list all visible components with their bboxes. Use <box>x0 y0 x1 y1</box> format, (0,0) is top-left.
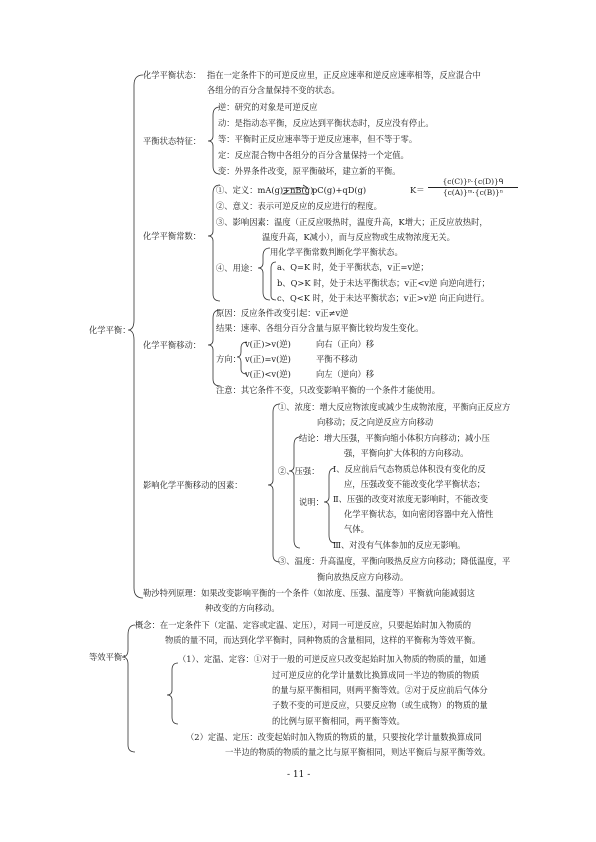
equivalent-concept-line2: 物质的量不同，而达到化学平衡时，同种物质的含量相同，这样的平衡称为等效平衡。 <box>165 635 481 645</box>
direction-result: 向左（逆向）移 <box>316 369 375 379</box>
case1-line: 的量与原平衡相同，则两平衡等效。②对于反应前后气体分 <box>272 685 488 695</box>
constant-factor-line2: 温度升高，K减小），而与反应物或生成物浓度无关。 <box>262 232 455 242</box>
explain-item: 气体。 <box>344 524 369 534</box>
direction-label: 方向： <box>216 354 241 364</box>
features-label: 平衡状态特征： <box>143 136 202 146</box>
constant-meaning: ②、意义：表示可逆反应的反应进行的程度。 <box>216 201 382 211</box>
case1-line: （1）、定温、定容：①对于一般的可逆反应只改变起始时加入物质的物质的量，如通 <box>178 654 487 664</box>
case2-line: （2）定温、定压：改变起始时加入物质的物质的量，只要按化学计量数换算成同 <box>186 732 482 742</box>
factors-label: 影响化学平衡移动的因素： <box>143 480 243 490</box>
feature-item: 变：外界条件改变，原平衡破坏，建立新的平衡。 <box>218 166 401 176</box>
conclusion-line2: 强，平衡向扩大体积的方向移动。 <box>344 448 469 458</box>
explain-item: 化学平衡状态，如向密闭容器中充入惰性 <box>344 509 494 519</box>
movement-label: 化学平衡移动： <box>143 340 202 350</box>
k-denominator: {c(A)}ᵐ·{c(B)}ⁿ <box>442 188 504 197</box>
feature-item: 逆：研究的对象是可逆反应 <box>218 102 318 112</box>
concentration-line2: 向移动；反之向逆反应方向移动 <box>317 417 434 427</box>
feature-item: 定：反应混合物中各组分的百分含量保持一个定值。 <box>218 150 409 160</box>
equilibrium-state-label: 化学平衡状态： <box>143 70 202 80</box>
case1-line: 的比例与原平衡相同，两平衡等效。 <box>272 716 405 726</box>
case1-line: 子数不变的可逆反应，只要反应物（或生成物）的物质的量 <box>272 700 488 710</box>
constant-use-item: a、Q=K 时，处于平衡状态，v正=v逆； <box>277 262 429 272</box>
explain-label: 说明： <box>299 497 324 507</box>
temperature-line2: 衡向放热反应方向移动。 <box>317 572 409 582</box>
direction-result: 平衡不移动 <box>316 354 358 364</box>
conclusion-line1: 结论：增大压强，平衡向缩小体积方向移动；减小压 <box>299 433 490 443</box>
case1-line: 过可逆反应的化学计量数比换算成同一半边的物质的物质 <box>272 670 480 680</box>
main-title: 化学平衡： <box>89 325 131 335</box>
movement-note: 注意：其它条件不变，只改变影响平衡的一个条件才能使用。 <box>216 385 441 395</box>
constant-definition: ①、定义：mA(g)+nB(g) <box>216 185 314 195</box>
concentration-line1: ①、浓度：增大反应物浓度或减少生成物浓度，平衡向正反应方 <box>278 402 511 412</box>
page-number: - 11 - <box>287 770 311 780</box>
equivalent-label: 等效平衡： <box>89 652 131 662</box>
direction-cond: v(正)>v(逆) <box>245 339 291 349</box>
k-numerator: {c(C)}ᵖ·{c(D)}ᑫ <box>428 177 518 188</box>
constant-definition-product: pC(g)+qD(g) <box>312 185 367 195</box>
direction-result: 向右（正向）移 <box>316 339 375 349</box>
explain-item: 应，压强改变不能改变化学平衡状态； <box>344 479 486 489</box>
equilibrium-state-line1: 指在一定条件下的可逆反应里，正反应速率和逆反应速率相等，反应混合中 <box>207 70 481 80</box>
movement-result: 结果：速率、各组分百分含量与原平衡比较均发生变化。 <box>216 323 424 333</box>
le-chatelier-line2: 种改变的方向移动。 <box>205 603 280 613</box>
explain-item: Ⅰ、反应前后气态物质总体积没有变化的反 <box>333 464 486 474</box>
movement-cause: 原因：反应条件改变引起：v正≠v逆 <box>216 308 349 318</box>
direction-cond: v(正)<v(逆) <box>245 369 291 379</box>
constant-factor-line1: ③、影响因素：温度（正反应吸热时，温度升高，K增大；正反应放热时， <box>216 217 488 227</box>
explain-item: Ⅱ、压强的改变对浓度无影响时，不能改变 <box>333 494 488 504</box>
explain-item: Ⅲ、对没有气体参加的反应无影响。 <box>333 540 466 550</box>
constant-use-label: ④、用途： <box>216 263 258 273</box>
k-label: K＝ <box>410 185 425 195</box>
constant-label: 化学平衡常数： <box>143 231 202 241</box>
temperature-line1: ③、温度：升高温度，平衡向吸热反应方向移动；降低温度，平 <box>278 556 511 566</box>
pressure-label: ②、压强： <box>278 466 320 476</box>
k-fraction <box>428 177 518 198</box>
equilibrium-state-line2: 各组分的百分含量保持不变的状态。 <box>207 85 340 95</box>
constant-use-item: c、Q<K 时，处于未达平衡状态；v正>v逆 向正向进行。 <box>277 293 490 303</box>
case2-line: 一半边的物质的物质的量之比与原平衡相同，则达平衡后与原平衡等效。 <box>225 747 491 757</box>
constant-use-item: b、Q>K 时，处于未达平衡状态；v正<v逆 向逆向进行； <box>277 278 490 288</box>
feature-item: 动：是指动态平衡，反应达到平衡状态时，反应没有停止。 <box>218 118 434 128</box>
constant-use-item: 用化学平衡常数判断化学平衡状态。 <box>270 247 403 257</box>
direction-cond: v(正)=v(逆) <box>245 354 291 364</box>
le-chatelier-line1: 勒沙特列原理：如果改变影响平衡的一个条件（如浓度、压强、温度等）平衡就向能减弱这 <box>143 588 475 598</box>
equivalent-concept-line1: 概念：在一定条件下（定温、定容或定温、定压），对同一可逆反应，只要起始时加入物质的 <box>135 620 472 630</box>
feature-item: 等：平衡时正反应速率等于逆反应速率，但不等于零。 <box>218 134 418 144</box>
